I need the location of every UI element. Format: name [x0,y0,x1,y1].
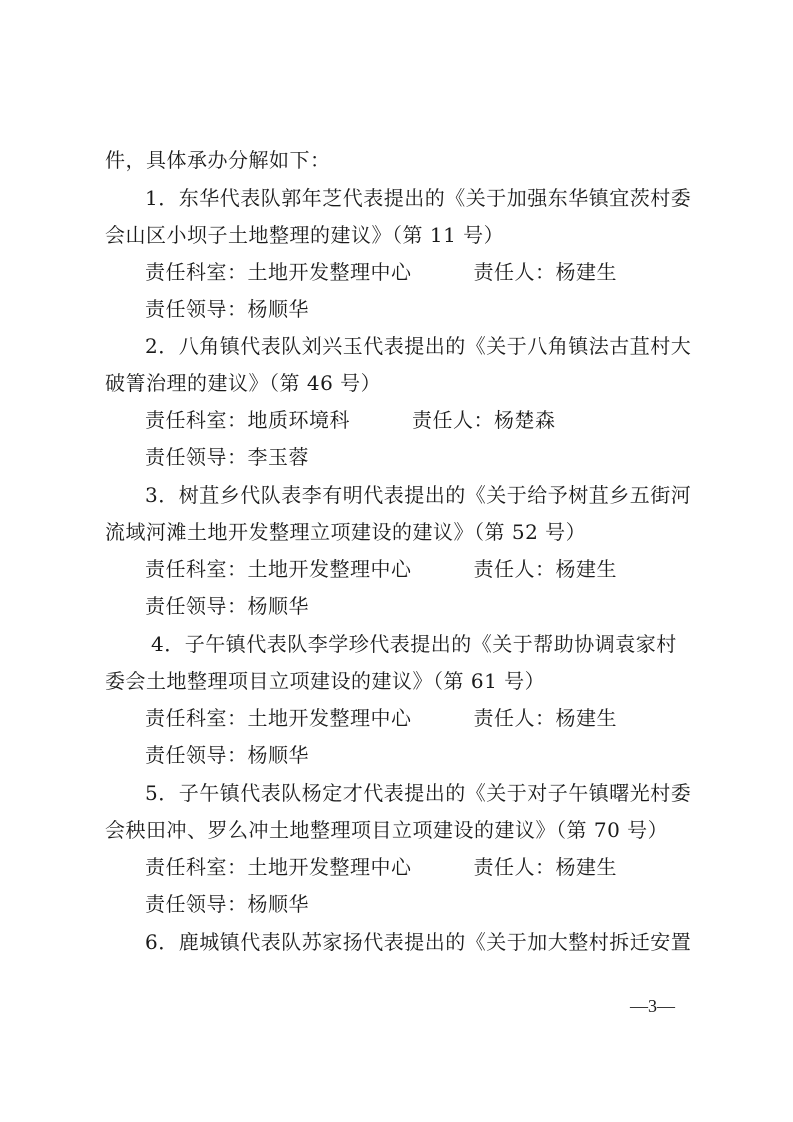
item-4-responsible-row [145,704,745,732]
item-5-title-line-2: 会秧田冲、罗么冲土地整理项目立项建设的建议》（第 70 号） [105,818,669,842]
item-1-title-line-2: 会山区小坝子土地整理的建议》（第 11 号） [105,223,505,247]
paragraph-intro: 件，具体承办分解如下： [105,148,331,172]
item-2-leader: 责任领导：李玉蓉 [145,445,309,469]
item-4-title-line-1: 4．子午镇代表队李学珍代表提出的《关于帮助协调袁家村 [151,632,677,656]
page-number: —3— [630,996,675,1016]
item-5-title-line-1: 5．子午镇代表队杨定才代表提出的《关于对子午镇曙光村委 [145,781,692,805]
item-3-title-line-1: 3．树苴乡代队表李有明代表提出的《关于给予树苴乡五街河 [145,483,692,507]
item-2-title-line-2: 破箐治理的建议》（第 46 号） [105,371,382,395]
item-5-responsible-row [145,853,745,881]
responsible-person: 责任人：杨建生 [473,557,617,581]
item-6-title-line-1: 6．鹿城镇代表队苏家扬代表提出的《关于加大整村拆迁安置 [145,930,692,954]
item-4-leader: 责任领导：杨顺华 [145,743,309,767]
item-3-leader: 责任领导：杨顺华 [145,594,309,618]
responsible-department: 责任科室：地质环境科 [145,408,350,432]
item-5-leader: 责任领导：杨顺华 [145,892,309,916]
item-4-title-line-2: 委会土地整理项目立项建设的建议》（第 61 号） [105,669,546,693]
responsible-person: 责任人：杨楚森 [412,408,556,432]
responsible-department: 责任科室：土地开发整理中心 [145,855,412,879]
item-3-title-line-2: 流域河滩土地开发整理立项建设的建议》（第 52 号） [105,520,587,544]
responsible-person: 责任人：杨建生 [473,260,617,284]
responsible-person: 责任人：杨建生 [473,706,617,730]
item-2-title-line-1: 2．八角镇代表队刘兴玉代表提出的《关于八角镇法古苴村大 [145,334,692,358]
responsible-person: 责任人：杨建生 [473,855,617,879]
responsible-department: 责任科室：土地开发整理中心 [145,706,412,730]
item-1-title-line-1: 1．东华代表队郭年芝代表提出的《关于加强东华镇宜茨村委 [145,186,692,210]
item-1-leader: 责任领导：杨顺华 [145,297,309,321]
item-2-responsible-row [145,406,745,434]
responsible-department: 责任科室：土地开发整理中心 [145,557,412,581]
item-3-responsible-row [145,555,745,583]
item-1-responsible-row [145,258,745,286]
responsible-department: 责任科室：土地开发整理中心 [145,260,412,284]
